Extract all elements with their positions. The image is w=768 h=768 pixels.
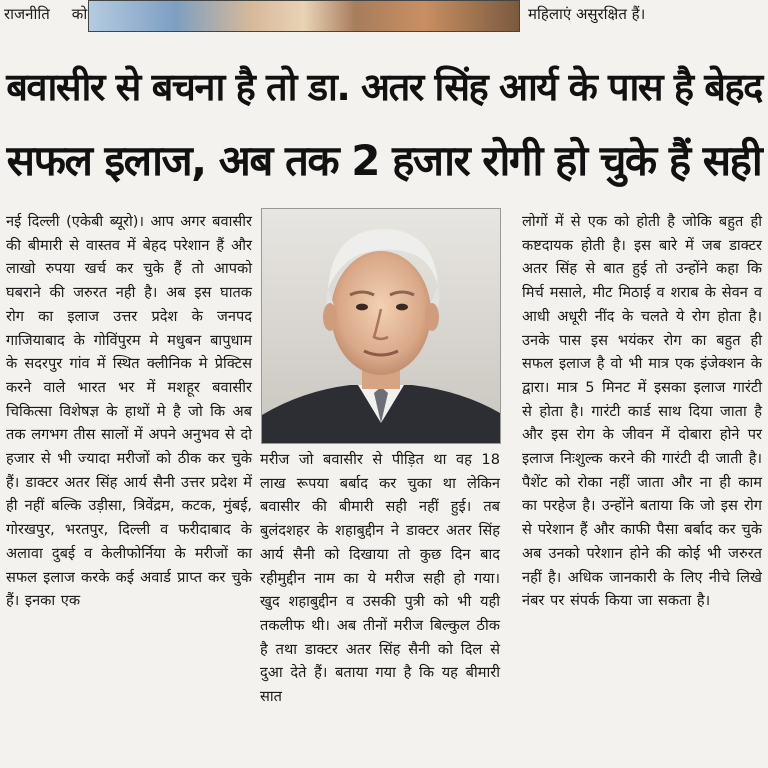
portrait-photo-icon — [262, 209, 500, 443]
top-photo-strip — [88, 0, 520, 32]
top-strip — [0, 0, 768, 34]
column-1-text: नई दिल्ली (एकेबी ब्यूरो)। आप अगर बवासीर की बीमारी से वास्तव में बेहद परेशान हैं और लाखो रुपया खर्च कर चुके हैं तो आपको घबराने की जरुरत नही है। अब इस घातक रोग का इलाज उत्तर प्रदेश के जनपद गाजियाबाद के गोविंपुरम मे मधुबन बापुधाम के सदरपुर गांव में स्थित क्लीनिक मे प्रेक्टिस करने वाले भारत भर में मशहूर बवासीर चिकित्सा विशेषज्ञ के हाथों मे है जो कि अब तक लगभग तीस सालों में अपने अनुभव से दो हजार से भी ज्यादा मरीजों को ठीक कर चुके हैं। डाक्टर अतर सिंह आर्य सैनी उत्तर प्रदेश में ही नहीं बल्कि उड़ीसा, त्रिवेंद्रम, कटक, मुंबई, गोरखपुर, भरतपुर, दिल्ली व फरीदाबाद के अलावा दुबई व केलीफोर्निया के मरीजों का सफल इलाज करके कई अवार्ड प्राप्त कर चुके हैं। इनका एक — [6, 213, 252, 610]
headline-line-2: सफल इलाज, अब तक 2 हजार रोगी हो चुके हैं सही — [6, 136, 762, 185]
column-2-text: मरीज जो बवासीर से पीड़ित था वह 18 लाख रूपया बर्बाद कर चुका था लेकिन बवासीर की बीमारी सही नहीं हुई। तब बुलंदशहर के शहाबुद्दीन ने डाक्टर अतर सिंह आर्य सैनी को दिखाया तो कुछ दिन बाद रहीमुद्दीन नाम का ये मरीज सही हो गया। खुद शहाबुद्दीन व उसकी पुत्री को भी यही तकलीफ थी। अब तीनों मरीज बिल्कुल ठीक है तथा डाक्टर अतर सिंह सैनी को दिल से दुआ देते हैं। बताया गया है कि यह बीमारी सात — [260, 451, 500, 706]
headline-line-1: बवासीर से बचना है तो डा. अतर सिंह आर्य के पास है बेहद — [6, 65, 762, 109]
article-column-1 — [6, 210, 252, 613]
column-3-text: लोगों में से एक को होती है जोकि बहुत ही कष्टदायक होती है। इस बारे में जब डाक्टर अतर सिंह से बात हुई तो उन्होंने कहा कि मिर्च मसाले, मीट मिठाई व शराब के सेवन व आधी अधूरी नींद के चलते ये रोग होता है। उनके पास इस भयंकर रोग का बहुत ही सफल इलाज है वो भी मात्र एक इंजेक्शन के द्वारा। मात्र 5 मिनट में इसका इलाज गारंटी से होता है। गारंटी कार्ड साथ दिया जाता है और इस रोग के जीवन में दोबारा होने पर इलाज निःशुल्क करने की गारंटी दी जाती है। पैशेंट को रोका नहीं जाता और ना ही काम का परहेज है। उन्होंने बताया कि जो इस रोग से परेशान हैं और काफी पैसा बर्बाद कर चुके अब उनको परेशान होने की कोई भी जरुरत नहीं है। अधिक जानकारी के लिए नीचे लिखे नंबर पर संपर्क किया जा सकता है। — [522, 213, 762, 610]
portrait-photo — [261, 208, 501, 444]
top-left-word-1: राजनीति — [4, 5, 50, 23]
headline — [0, 50, 768, 198]
article-column-2 — [260, 448, 500, 709]
top-right-snippet: महिलाएं असुरक्षित हैं। — [528, 5, 646, 23]
top-left-snippet — [4, 4, 87, 24]
article-column-3 — [522, 210, 762, 613]
top-left-word-2: को — [71, 5, 88, 23]
